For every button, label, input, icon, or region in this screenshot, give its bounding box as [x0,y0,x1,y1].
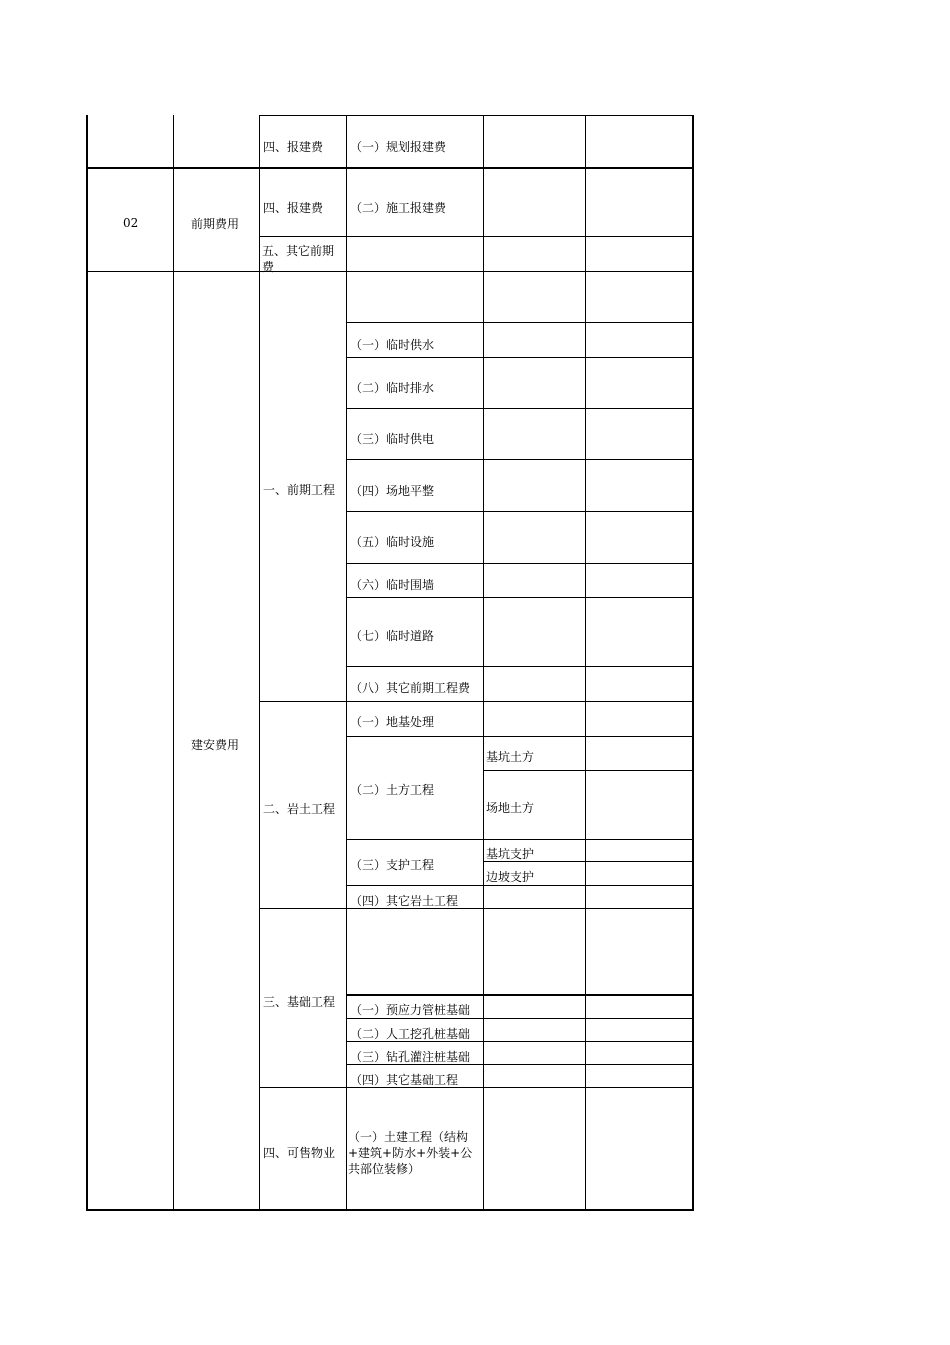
grid-line [483,770,694,771]
grid-line [346,597,694,598]
grid-line [346,1018,694,1019]
grid-line [346,115,347,1211]
grid-line [259,701,694,702]
grid-line [346,408,694,409]
category-cell: 前期费用 [191,217,240,231]
item-cell: （四）其它基础工程 [350,1073,459,1087]
grid-line [86,1209,694,1211]
grid-line [86,167,694,169]
grid-line [346,736,694,737]
item-cell: （八）其它前期工程费 [350,681,471,695]
subcategory-cell: 四、报建费 [263,201,324,215]
subcategory-cell: 一、前期工程 [263,483,336,497]
grid-line [346,839,694,840]
item-cell: （二）人工挖孔桩基础 [350,1027,471,1041]
grid-line [483,115,484,1211]
detail-cell: 基坑支护 [486,847,535,861]
subcategory-cell: 四、可售物业 [263,1146,336,1160]
item-cell: （一）规划报建费 [350,140,447,154]
item-cell: （三）临时供电 [350,432,435,446]
grid-line [346,322,694,323]
item-cell: （三）支护工程 [350,858,435,872]
grid-line [86,271,694,272]
detail-cell: 基坑土方 [486,750,535,764]
grid-line [259,1087,694,1088]
grid-line [585,115,586,1211]
category-cell: 建安费用 [191,738,240,752]
grid-line [346,994,694,996]
item-cell: （二）临时排水 [350,381,435,395]
grid-line [173,115,174,1211]
item-cell: （二）施工报建费 [350,201,447,215]
grid-line [692,115,694,1211]
subcategory-cell: 二、岩土工程 [263,802,336,816]
item-cell: （一）土建工程（结构+建筑+防水+外装+公共部位装修） [348,1130,473,1176]
detail-cell: 场地土方 [486,801,535,815]
item-cell: （二）土方工程 [350,783,435,797]
item-cell: （一）地基处理 [350,715,435,729]
grid-line [259,236,694,237]
grid-line [346,511,694,512]
item-cell: （三）钻孔灌注桩基础 [350,1050,471,1064]
code-cell: 02 [123,216,139,230]
item-cell: （五）临时设施 [350,535,435,549]
subcategory-cell: 四、报建费 [263,140,324,154]
grid-line [346,357,694,358]
subcategory-cell: 三、基础工程 [263,995,336,1009]
grid-line [346,666,694,667]
item-cell: （六）临时围墙 [350,578,435,592]
subcategory-cell: 五、其它前期费 [262,244,335,274]
item-cell: （一）临时供水 [350,338,435,352]
grid-line [259,115,260,1211]
grid-line [86,115,88,1211]
grid-line [259,115,694,116]
item-cell: （四）场地平整 [350,484,435,498]
grid-line [346,885,694,886]
item-cell: （一）预应力管桩基础 [350,1003,471,1017]
item-cell: （七）临时道路 [350,629,435,643]
item-cell: （四）其它岩土工程 [350,894,459,908]
detail-cell: 边坡支护 [486,870,535,884]
grid-line [259,908,694,909]
grid-line [346,563,694,564]
grid-line [346,459,694,460]
